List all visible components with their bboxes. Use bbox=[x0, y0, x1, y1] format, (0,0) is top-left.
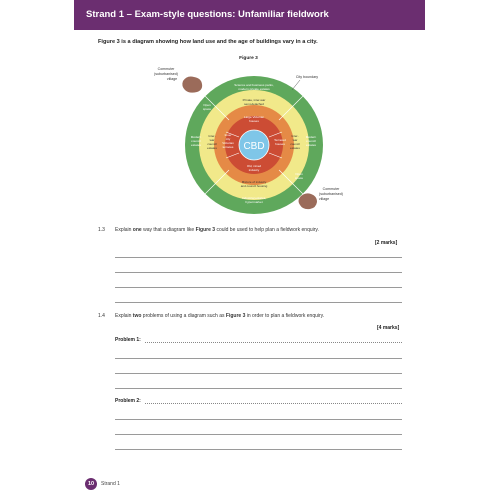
answer-line[interactable] bbox=[115, 272, 402, 273]
q1-text-part: Explain bbox=[115, 227, 133, 233]
question-1-4-number: 1.4 bbox=[98, 313, 105, 319]
footer-section: Strand 1 bbox=[101, 481, 120, 487]
page-title: Strand 1 – Exam-style questions: Unfamiliar fieldwork bbox=[86, 9, 329, 20]
inter-war-right-4: estates bbox=[290, 146, 300, 150]
answer-line[interactable] bbox=[115, 358, 402, 359]
answer-line[interactable] bbox=[115, 449, 402, 450]
mixture-label-1: Mixture of industry bbox=[241, 180, 267, 184]
q2-bold-two: two bbox=[132, 313, 142, 319]
commuter-bottom-label-2: (suburbanised) bbox=[319, 192, 343, 196]
terraced-label-2: houses bbox=[275, 142, 285, 146]
answer-line[interactable] bbox=[115, 388, 402, 389]
answer-line[interactable] bbox=[115, 434, 402, 435]
village-blob-bottom bbox=[299, 193, 318, 209]
old-mixed-label-2: industry bbox=[248, 168, 260, 172]
village-blob-top bbox=[182, 77, 202, 93]
q2-bold-figure: Figure 3 bbox=[225, 313, 246, 319]
industrial-label-2: hypermarket bbox=[245, 200, 263, 204]
inner-city-label-4: terraces bbox=[222, 145, 234, 149]
answer-line[interactable] bbox=[115, 302, 402, 303]
private-inter-war-label-1: Private, inter-war bbox=[242, 98, 266, 102]
answer-line[interactable] bbox=[115, 419, 402, 420]
inner-city-label-1: Inner bbox=[224, 133, 232, 137]
modern-left-2: council bbox=[191, 139, 201, 143]
modern-left-1: Modern bbox=[190, 135, 202, 139]
open-space-right-2: space bbox=[294, 176, 304, 180]
science-parks-label-1: Science and business parks, bbox=[234, 83, 274, 87]
modern-left-3: estates bbox=[191, 143, 201, 147]
q1-text-part: could be used to help plan a fieldwork enquiry. bbox=[215, 227, 319, 233]
inter-war-left-3: council bbox=[207, 142, 217, 146]
commuter-bottom-label-1: Commuter bbox=[322, 187, 340, 191]
large-victorian-label-2: houses bbox=[249, 119, 259, 123]
modern-right-2: council bbox=[306, 139, 316, 143]
answer-line[interactable] bbox=[115, 287, 402, 288]
question-1-4-marks: [4 marks] bbox=[377, 325, 400, 331]
modern-right-1: Modern bbox=[305, 135, 317, 139]
inter-war-right-1: Inter- bbox=[291, 134, 299, 138]
problem-2-label: Problem 2: bbox=[115, 398, 141, 404]
problem-1-label: Problem 1: bbox=[115, 337, 141, 343]
commuter-bottom-label-3: village bbox=[318, 197, 330, 201]
q1-bold-one: one bbox=[132, 227, 142, 233]
q1-bold-figure: Figure 3 bbox=[195, 227, 216, 233]
answer-line[interactable] bbox=[115, 257, 402, 258]
commuter-top-label-1: Commuter bbox=[157, 67, 175, 71]
answer-line[interactable] bbox=[115, 373, 402, 374]
question-1-3-number: 1.3 bbox=[98, 227, 105, 233]
large-victorian-label-1: Large Victorian bbox=[243, 115, 265, 119]
inter-war-right-2: war bbox=[292, 138, 298, 142]
cbd-label: CBD bbox=[243, 141, 265, 152]
science-parks-label-2: modern private estates bbox=[238, 87, 270, 91]
industrial-label-1: Industrial estates, bbox=[241, 196, 267, 200]
commuter-top-label-2: (suburbanised) bbox=[154, 72, 178, 76]
city-boundary-leader bbox=[292, 80, 300, 90]
problem-1-answer-line[interactable] bbox=[145, 342, 402, 343]
inter-war-left-4: estates bbox=[207, 146, 217, 150]
question-1-3-text bbox=[115, 227, 319, 233]
question-1-3-marks: [2 marks] bbox=[375, 240, 398, 246]
open-space-left-1: Open bbox=[203, 103, 211, 107]
terraced-label-1: Terraced bbox=[274, 138, 286, 142]
inter-war-right-3: council bbox=[290, 142, 300, 146]
private-inter-war-label-2: semi-detached bbox=[244, 102, 264, 106]
mixture-label-2: and council housing bbox=[240, 184, 268, 188]
q2-text-part: in order to plan a fieldwork enquiry. bbox=[245, 313, 325, 319]
question-1-4-text bbox=[115, 313, 324, 319]
problem-2-answer-line[interactable] bbox=[145, 403, 402, 404]
q2-text-part: Explain bbox=[115, 313, 133, 319]
inter-war-left-1: Inter- bbox=[208, 134, 216, 138]
page-number-badge: 10 bbox=[85, 478, 97, 490]
figure-title: Figure 3 bbox=[239, 56, 258, 61]
q1-text-part: way that a diagram like bbox=[141, 227, 196, 233]
city-boundary-label: City boundary bbox=[295, 75, 319, 79]
inner-city-label-3: Victorian bbox=[222, 141, 234, 145]
open-space-right-1: Open bbox=[295, 172, 303, 176]
modern-right-3: estates bbox=[306, 143, 316, 147]
inter-war-left-2: war bbox=[209, 138, 215, 142]
commuter-top-label-3: village bbox=[166, 77, 178, 81]
intro-text: Figure 3 is a diagram showing how land use and the age of buildings vary in a city. bbox=[98, 39, 318, 45]
q2-text-part: problems of using a diagram such as bbox=[141, 313, 226, 319]
open-space-left-2: space bbox=[202, 107, 212, 111]
inner-city-label-2: city bbox=[225, 137, 231, 141]
old-mixed-label-1: Old, mixed bbox=[246, 164, 262, 168]
